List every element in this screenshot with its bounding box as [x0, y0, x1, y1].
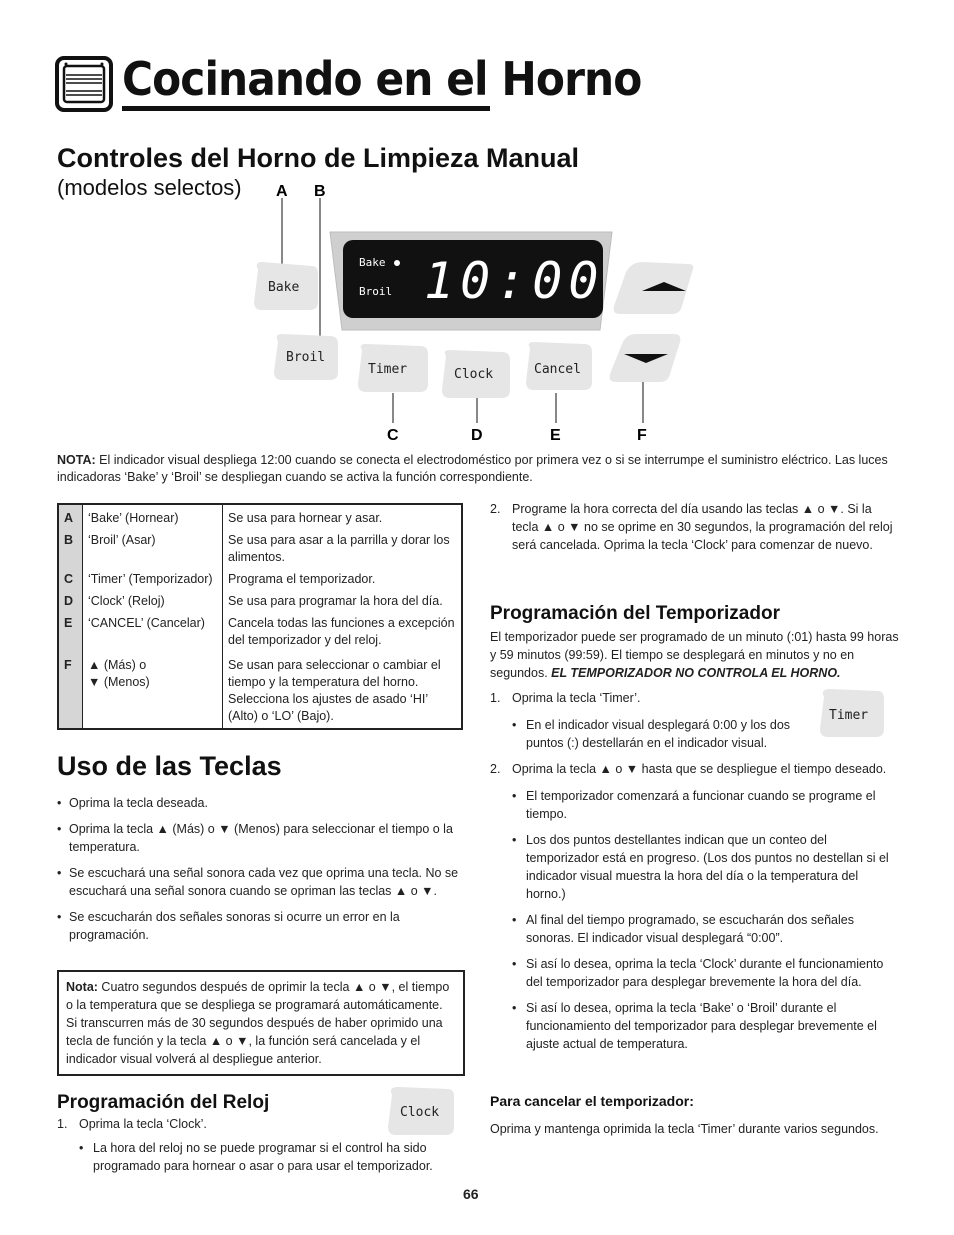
- table-key-name: ‘Clock’ (Reloj): [83, 591, 223, 613]
- table-key-name: ‘Timer’ (Temporizador): [83, 569, 223, 591]
- cancel-timer-title: Para cancelar el temporizador:: [490, 1093, 694, 1109]
- up-arrow-key[interactable]: [614, 262, 694, 314]
- table-key: F: [58, 652, 83, 729]
- list-item: • La hora del reloj no se puede programar si el control ha sido programado para hornear o asar o para usar el temporizador.: [79, 1139, 467, 1175]
- table-row: [58, 569, 462, 591]
- broil-key[interactable]: [274, 334, 338, 380]
- table-key-desc: Cancela todas las funciones a excepción del temporizador y del reloj.: [228, 616, 455, 647]
- down-arrow-key[interactable]: [610, 334, 681, 382]
- list-item: • Si así lo desea, oprima la tecla ‘Clock’ durante el funcionamiento del temporizador para desplegar brevemente la hora del día.: [512, 955, 900, 991]
- bake-key-label: Bake: [268, 280, 300, 295]
- section-title: Controles del Horno de Limpieza Manual: [57, 143, 580, 173]
- table-key: E: [58, 613, 83, 652]
- clock-key-illustration-label: Clock: [400, 1105, 440, 1120]
- timer-key-label: Timer: [368, 362, 408, 377]
- broil-key-label: Broil: [286, 350, 326, 365]
- list-item: 1. Oprima la tecla ‘Timer’.: [490, 691, 641, 705]
- table-row: [58, 530, 462, 569]
- temp-step-2: Oprima la tecla ▲ o ▼ hasta que se despliegue el tiempo deseado.: [512, 762, 887, 776]
- label-a: A: [276, 183, 288, 200]
- cancel-timer-text: Oprima y mantenga oprimida la tecla ‘Timer’ durante varios segundos.: [490, 1122, 879, 1136]
- table-key-name: ‘CANCEL’ (Cancelar): [83, 613, 223, 652]
- temp-step-1: Oprima la tecla ‘Timer’.: [512, 691, 641, 705]
- list-item: 1. Oprima la tecla ‘Clock’.: [57, 1117, 207, 1131]
- more-key-name: ▲ (Más) o: [88, 658, 147, 672]
- list-item: • Si así lo desea, oprima la tecla ‘Bake’ o ‘Broil’ durante el funcionamiento del temporizador para desplegar brevemente el ajuste actual de temperatura.: [512, 999, 900, 1053]
- timer-key-illustration-label: Timer: [829, 708, 869, 723]
- table-row: [58, 591, 462, 613]
- bake-key[interactable]: [254, 262, 318, 310]
- temporizador-intro: [490, 628, 900, 682]
- uso-title: Uso de las Teclas: [57, 751, 282, 781]
- reloj-step-2: Programe la hora correcta del día usando las teclas ▲ o ▼. Si la tecla ▲ o ▼ no se oprime en 30 segundos, la programación del reloj será cancelada. Oprima la tecla ‘Clock’ para comenzar de nuevo.: [512, 502, 893, 552]
- table-row: [58, 652, 462, 729]
- list-item: • El temporizador comenzará a funcionar cuando se programe el tiempo.: [512, 787, 900, 823]
- section-subtitle: (modelos selectos): [57, 175, 242, 200]
- note-paragraph: [57, 452, 897, 486]
- note-label: NOTA:: [57, 453, 96, 467]
- temporizador-intro-text: El temporizador puede ser programado de un minuto (:01) hasta 99 horas y 59 minutos (99:59). El tiempo se desplegará en minutos y no en segundos.: [490, 630, 899, 680]
- table-key: A: [58, 504, 83, 530]
- temporizador-title: Programación del Temporizador: [490, 603, 780, 624]
- uso-note-label: Nota:: [66, 980, 98, 994]
- label-c: C: [387, 427, 399, 444]
- broil-indicator-label: Broil: [359, 285, 393, 298]
- reloj-title: Programación del Reloj: [57, 1092, 270, 1113]
- page-number: 66: [463, 1186, 479, 1202]
- temp-step-1-bullets: [512, 716, 812, 752]
- list-item: • En el indicador visual desplegará 0:00 y los dos puntos (:) destellarán en el indicador visual.: [512, 716, 812, 752]
- reloj-steps: [57, 1115, 467, 1183]
- list-item: • Oprima la tecla ▲ (Más) o ▼ (Menos) para seleccionar el tiempo o la temperatura.: [57, 820, 465, 856]
- uso-bullet-list: [57, 794, 465, 952]
- table-key-name: ‘Broil’ (Asar): [83, 530, 223, 569]
- note-text: El indicador visual despliega 12:00 cuando se conecta el electrodoméstico por primera vez o si se interrumpe el suministro eléctrico. Las luces indicadoras ‘Bake’ y ‘Broil’ se despliegan cuando se activa la función correspondiente.: [57, 453, 888, 484]
- table-key-desc: Se usa para asar a la parrilla y dorar los alimentos.: [228, 533, 450, 564]
- uso-note-text: Cuatro segundos después de oprimir la tecla ▲ o ▼, el tiempo o la temperatura que se despliega se programará automáticamente. Si transcurren más de 30 segundos después de haber oprimido una tecla de función y la tecla ▲ o ▼, la función será cancelada y el indicador visual volverá al despliegue anterior.: [66, 980, 450, 1066]
- clock-key-label: Clock: [454, 367, 494, 382]
- page-title: Cocinando en el Horno: [122, 52, 642, 106]
- uso-note-box: [57, 970, 465, 1076]
- label-d: D: [471, 427, 483, 444]
- temporizador-intro-emph: EL TEMPORIZADOR NO CONTROLA EL HORNO.: [551, 666, 841, 680]
- timer-key[interactable]: [358, 344, 428, 392]
- key-function-table: [57, 503, 463, 730]
- less-key-name: ▼ (Menos): [88, 675, 150, 689]
- reloj-step-1: Oprima la tecla ‘Clock’.: [79, 1117, 207, 1131]
- list-item: • Se escucharán dos señales sonoras si ocurre un error en la programación.: [57, 908, 465, 944]
- temporizador-steps: [490, 689, 900, 1061]
- control-panel-diagram: [250, 180, 700, 444]
- table-key-desc: Programa el temporizador.: [228, 572, 376, 586]
- label-b: B: [314, 183, 326, 200]
- table-row: [58, 613, 462, 652]
- display-time: 10:00: [424, 252, 605, 310]
- table-key-desc: Se usan para seleccionar o cambiar el tiempo y la temperatura del horno. Selecciona los ajustes de asado ‘HI’ (Alto) o ‘LO’ (Bajo).: [228, 658, 441, 723]
- list-item: • Oprima la tecla deseada.: [57, 794, 465, 812]
- clock-key[interactable]: [442, 350, 510, 398]
- table-key-name: ‘Bake’ (Hornear): [83, 504, 223, 530]
- cancel-key-label: Cancel: [534, 362, 581, 377]
- bake-indicator-label: Bake: [359, 256, 386, 269]
- table-key-desc: Se usa para hornear y asar.: [228, 511, 383, 525]
- cancel-key[interactable]: [526, 342, 592, 390]
- temp-step-2-bullets: [512, 787, 900, 1053]
- reloj-step-1-bullets: [79, 1139, 467, 1175]
- list-item: • Se escuchará una señal sonora cada vez que oprima una tecla. No se escuchará una señal sonora cuando se opriman las teclas ▲ o ▼.: [57, 864, 465, 900]
- list-item: • Al final del tiempo programado, se escucharán dos señales sonoras. El indicador visual desplegará “0:00”.: [512, 911, 900, 947]
- label-e: E: [550, 427, 561, 444]
- table-key: B: [58, 530, 83, 569]
- table-key: D: [58, 591, 83, 613]
- table-key: C: [58, 569, 83, 591]
- bake-indicator-dot: [394, 260, 400, 266]
- list-item: • Los dos puntos destellantes indican que un conteo del temporizador está en progreso. (Los dos puntos no destellan si el indicador visual muestra la hora del día o la temperatura del horno.): [512, 831, 900, 903]
- table-row: [58, 504, 462, 530]
- table-key-name: [83, 652, 223, 729]
- list-item: 2. Programe la hora correcta del día usando las teclas ▲ o ▼. Si la tecla ▲ o ▼ no se oprime en 30 segundos, la programación del reloj será cancelada. Oprima la tecla ‘Clock’ para comenzar de nuevo.: [490, 502, 893, 552]
- table-key-desc: Se usa para programar la hora del día.: [228, 594, 443, 608]
- title-underline: [122, 106, 490, 111]
- list-item: 2. Oprima la tecla ▲ o ▼ hasta que se despliegue el tiempo deseado.: [490, 762, 887, 776]
- reloj-step-2-block: [490, 500, 900, 562]
- oven-icon: [55, 55, 113, 113]
- label-f: F: [637, 427, 647, 444]
